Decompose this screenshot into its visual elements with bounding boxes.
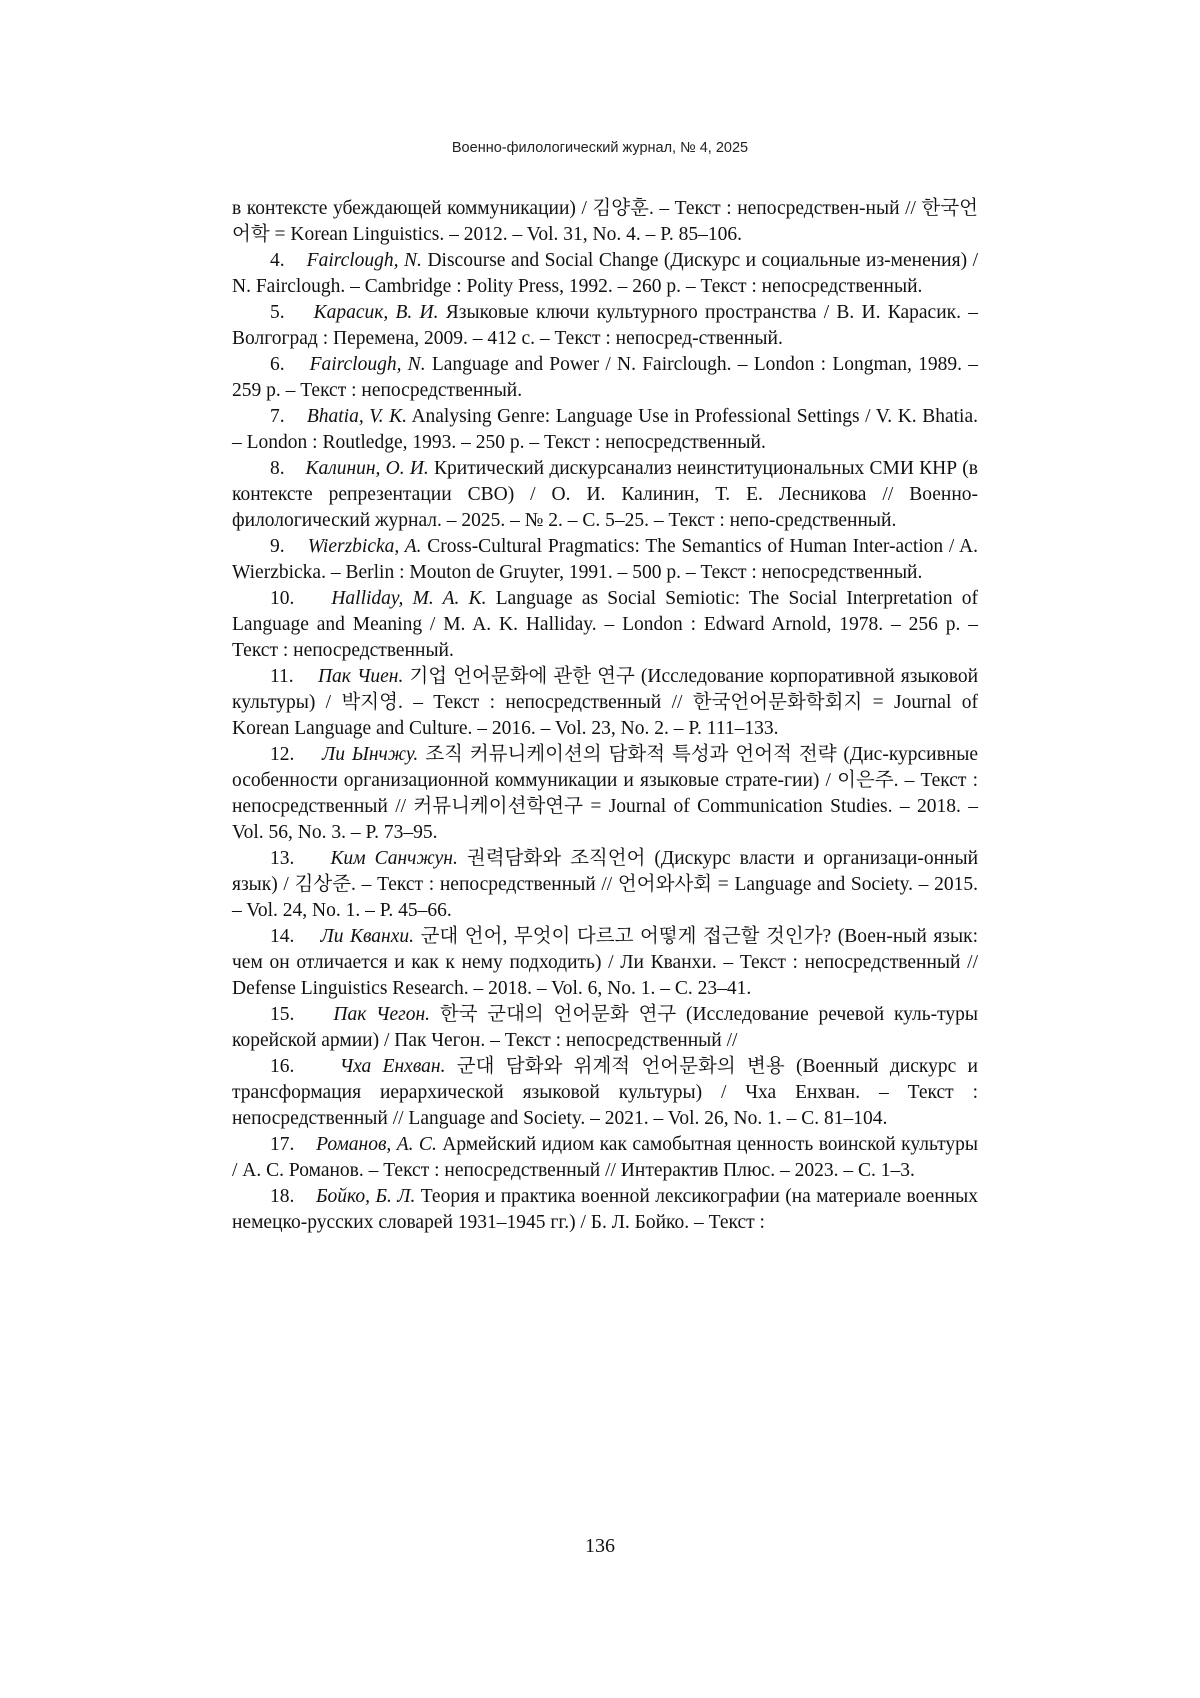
reference-entry [232,924,978,1002]
entry-author: Романов, А. С. [316,1134,437,1155]
entry-number: 5. [270,302,285,323]
entry-text: Критический дискурсанализ неинституциональных СМИ КНР (в контексте репрезентации СВО) / О. И. Калинин, Т. Е. Лесникова // Военно-филологический журнал. – 2025. – № 2. – С. 5–25. – Текст : непо-средственный. [232,458,979,531]
reference-entry [232,1002,978,1054]
entry-author: Ли Кванхи. [320,926,415,947]
entry-author: Fairclough, N. [306,250,422,271]
page-number: 136 [585,1535,615,1557]
reference-entry [232,1132,978,1184]
reference-entry [232,404,978,456]
entry-text: Языковые ключи культурного пространства / В. И. Карасик. – Волгоград : Перемена, 2009. – 412 с. – Текст : непосред-ственный. [232,302,979,349]
entry-text: 한국 군대의 언어문화 연구 (Исследование речевой куль-туры корейской армии) / Пак Чегон. – Текст : непосредственный // [232,1004,979,1051]
entry-number: 18. [270,1186,295,1207]
entry-number: 11. [270,666,294,687]
entry-author: Бойко, Б. Л. [316,1186,416,1207]
running-header: Военно-филологический журнал, № 4, 2025 [451,140,749,156]
entry-author: Halliday, M. A. K. [331,588,487,609]
entry-author: Wierzbicka, A. [307,536,422,557]
entry-number: 8. [270,458,285,479]
entry-text: Discourse and Social Change (Дискурс и социальные из-менения) / N. Fairclough. – Cambridge : Polity Press, 1992. – 260 p. – Текст : непосредственный. [232,250,979,297]
entry-author: Ли Ынчжу. [322,744,419,765]
entry-text: Language as Social Semiotic: The Social Interpretation of Language and Meaning / M. A. K. Halliday. – London : Edward Arnold, 1978. – 256 p. – Текст : непосредственный. [232,588,979,661]
entry-text: 조직 커뮤니케이션의 담화적 특성과 언어적 전략 (Дис-курсивные особенности организационной коммуникации и языковые страте-гии) / 이은주. – Текст : непосредственный // 커뮤니케이션학연구 = Journal of Communication Studies. – 2018. – Vol. 56, No. 3. – P. 73–95. [232,744,979,843]
reference-list [232,196,978,1288]
reference-entry [232,1262,978,1288]
entry-number: 12. [270,744,295,765]
entry-text: Cross-Cultural Pragmatics: The Semantics of Human Inter-action / A. Wierzbicka. – Berlin : Mouton de Gruyter, 1991. – 500 p. – Текст : непосредственный. [232,536,979,583]
entry-number: 16. [270,1056,295,1077]
entry-text: Analysing Genre: Language Use in Professional Settings / V. K. Bhatia. – London : Routledge, 1993. – 250 p. – Текст : непосредственный. [232,406,978,453]
entry-number: 9. [270,536,285,557]
entry-author: Пак Чиен. [317,666,404,687]
entry-text: Теория и практика военной лексикографии (на материале военных немецко-русских словарей 1931–1945 гг.) / Б. Л. Бойко. – Текст : [232,1186,978,1233]
reference-entry [232,352,978,404]
entry-text: 권력담화와 조직언어 (Дискурс власти и организаци-онный язык) / 김상준. – Текст : непосредственный // 언어와사회 = Language and Society. – 2015. – Vol. 24, No. 1. – P. 45–66. [232,848,979,921]
entry-number: 4. [270,250,285,271]
entry-number: 14. [270,926,295,947]
entry-author: Ким Санчжун. [330,848,458,869]
entry-number: 10. [270,588,295,609]
reference-entry [232,248,978,300]
reference-entry [232,534,978,586]
entry-author: Fairclough, N. [309,354,426,375]
entry-text: 기업 언어문화에 관한 연구 (Исследование корпоративной языковой культуры) / 박지영. – Текст : непосредственный // 한국언어문화학회지 = Journal of Korean Language and Culture. – 2016. – Vol. 23, No. 2. – P. 111–133. [232,666,979,739]
reference-entry [232,742,978,846]
entry-text: в контексте убеждающей коммуникации) / 김양훈. – Текст : непосредствен-ный // 한국언어학 = Korean Linguistics. – 2012. – Vol. 31, No. 4. – P. 85–106. [232,198,978,245]
entry-number: 17. [270,1134,295,1155]
entry-number: 7. [270,406,285,427]
entry-author: Чха Енхван. [339,1056,446,1077]
reference-entry [232,1184,978,1236]
reference-entry [232,1054,978,1132]
entry-author: Калинин, О. И. [305,458,429,479]
entry-author: Пак Чегон. [333,1004,431,1025]
reference-entry [232,846,978,924]
reference-entry-continuation [232,196,978,248]
entry-text: Language and Power / N. Fairclough. – London : Longman, 1989. – 259 p. – Текст : непосредственный. [232,354,979,401]
reference-entry [232,586,978,664]
entry-number: 13. [270,848,295,869]
entry-number: 6. [270,354,285,375]
entry-text: 군대 언어, 무엇이 다르고 어떻게 접근할 것인가? (Воен-ный язык: чем он отличается и как к нему подходить) / Ли Кванхи. – Текст : непосредственный // Defense Linguistics Research. – 2018. – Vol. 6, No. 1. – С. 23–41. [232,926,979,999]
entry-author: Карасик, В. И. [313,302,439,323]
reference-entry [232,1236,978,1262]
entry-text: 군대 담화와 위계적 언어문화의 변용 (Военный дискурс и трансформация иерархической языковой культуры) / Чха Енхван. – Текст : непосредственный // Language and Society. – 2021. – Vol. 26, No. 1. – С. 81–104. [232,1056,978,1129]
entry-author: Bhatia, V. K. [306,406,407,427]
entry-number: 15. [270,1004,295,1025]
reference-entry [232,300,978,352]
reference-entry [232,456,978,534]
reference-entry [232,664,978,742]
entry-text: Армейский идиом как самобытная ценность воинской культуры / А. С. Романов. – Текст : непосредственный // Интерактив Плюс. – 2023. – С. 1–3. [232,1134,979,1181]
